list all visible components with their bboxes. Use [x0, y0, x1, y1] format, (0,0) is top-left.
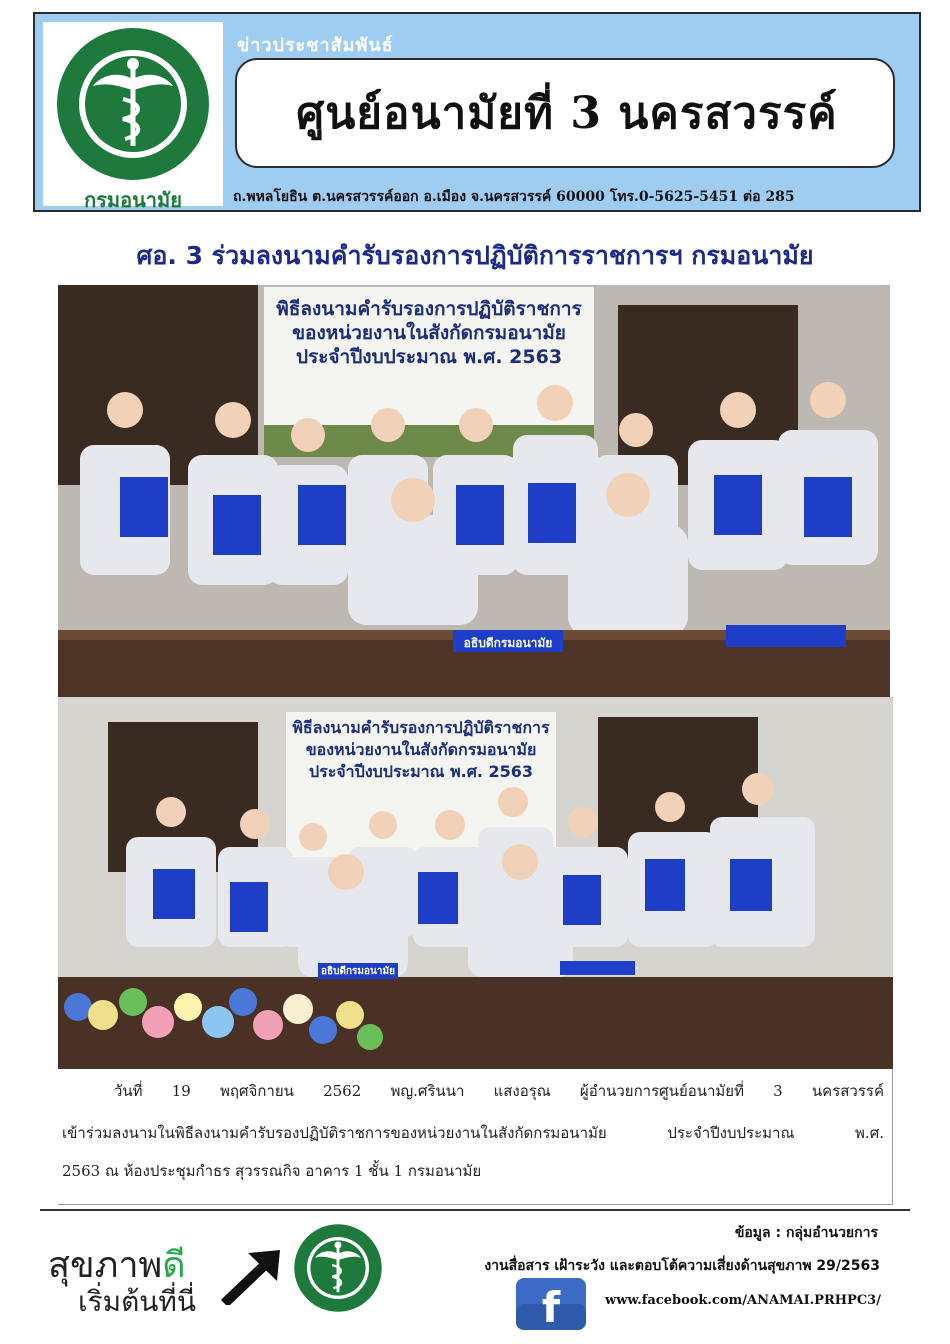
svg-text:f: f	[541, 1283, 561, 1330]
group-photo-1	[58, 285, 890, 697]
banner2-line1: พิธีลงนามคำรับรองการปฏิบัติราชการ	[292, 718, 550, 737]
logo-caption: กรมอนามัย	[84, 188, 182, 212]
news-caption	[58, 1069, 893, 1205]
caption-line-1: วันที่ 19 พฤศจิกายน 2562 พญ.ศรินนา แสงอรุณ ผู้อำนวยการศูนย์อนามัยที่ 3 นครสวรรค์	[114, 1082, 884, 1100]
header-banner	[33, 12, 921, 212]
title-box	[235, 58, 895, 168]
kicker-text: ข่าวประชาสัมพันธ์	[237, 35, 394, 56]
ministry-logo-icon	[292, 1222, 384, 1314]
banner2-line3: ประจำปีงบประมาณ พ.ศ. 2563	[308, 762, 534, 781]
center-name: ศูนย์อนามัยที่ 3 นครสวรรค์	[296, 88, 838, 139]
facebook-icon[interactable]	[516, 1278, 586, 1330]
banner-line1: พิธีลงนามคำรับรองการปฏิบัติราชการ	[276, 298, 582, 320]
department-logo	[43, 22, 223, 212]
report-number: งานสื่อสาร เฝ้าระวัง และตอบโต้ความเสี่ยงด้านสุขภาพ 29/2563	[484, 1258, 880, 1274]
banner2-line2: ของหน่วยงานในสังกัดกรมอนามัย	[305, 740, 537, 759]
caption-line-2: เข้าร่วมลงนามในพิธีลงนามคำรับรองปฏิบัติราชการของหน่วยงานในสังกัดกรมอนามัย ประจำปีงบประมาณ พ.ศ.	[62, 1124, 884, 1142]
slogan-line-2: เริ่มต้นที่นี่	[78, 1285, 196, 1318]
banner-line2: ของหน่วยงานในสังกัดกรมอนามัย	[292, 322, 566, 344]
news-headline: ศอ. 3 ร่วมลงนามคำรับรองการปฏิบัติการราชการฯ กรมอนามัย	[136, 241, 814, 270]
address-line: ถ.พหลโยธิน ต.นครสวรรค์ออก อ.เมือง จ.นครสวรรค์ 60000 โทร.0-5625-5451 ต่อ 285	[233, 189, 795, 205]
banner-line3: ประจำปีงบประมาณ พ.ศ. 2563	[295, 346, 563, 368]
group-photo-2	[58, 697, 893, 1069]
footer-divider	[40, 1209, 910, 1211]
desk-sign-2: อธิบดีกรมอนามัย	[321, 966, 395, 977]
slogan-part-1: สุขภาพ	[48, 1245, 163, 1286]
slogan-part-2: ดี	[162, 1245, 186, 1286]
caption-line-3: 2563 ณ ห้องประชุมกำธร สุวรรณกิจ อาคาร 1 ชั้น 1 กรมอนามัย	[62, 1162, 482, 1180]
ministry-logo-icon	[53, 24, 213, 184]
facebook-link[interactable]: www.facebook.com/ANAMAI.PRHPC3/	[605, 1293, 881, 1308]
source-credit: ข้อมูล : กลุ่มอำนวยการ	[734, 1225, 878, 1241]
desk-sign: อธิบดีกรมอนามัย	[463, 636, 553, 650]
arrow-up-right-icon	[220, 1245, 290, 1305]
